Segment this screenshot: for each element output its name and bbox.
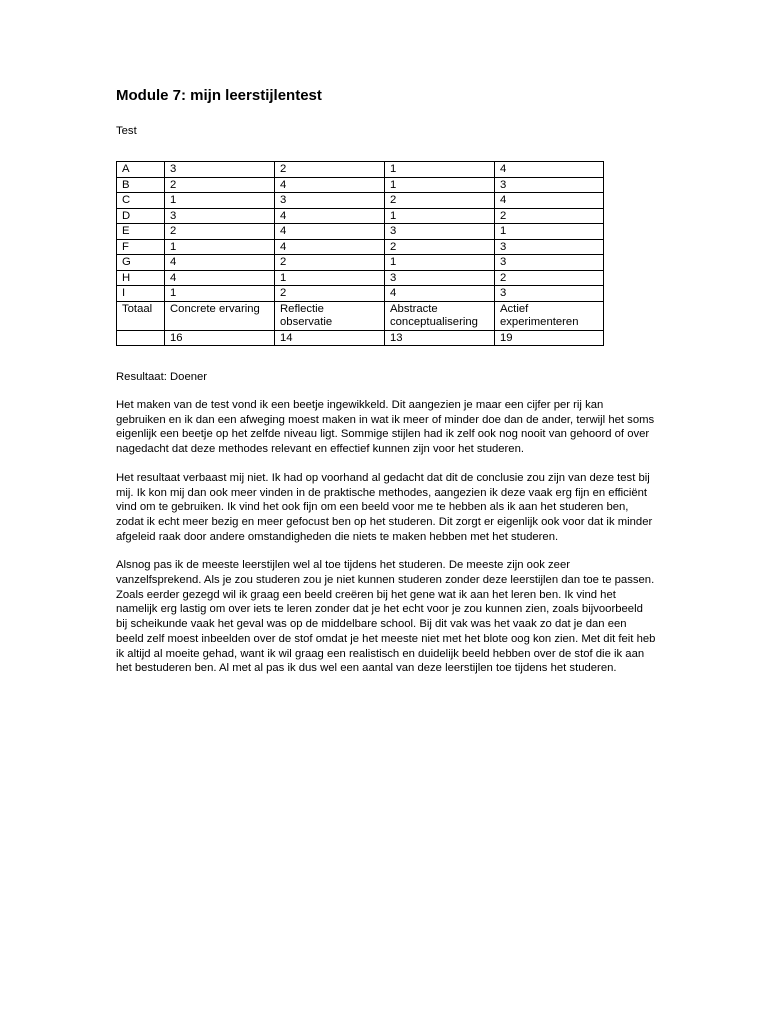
table-row-totals-header: [117, 301, 604, 330]
table-cell: 19: [495, 330, 604, 346]
table-cell: 3: [385, 224, 495, 240]
table-row: [117, 208, 604, 224]
table-cell: H: [117, 270, 165, 286]
table-cell: 2: [275, 255, 385, 271]
table-cell: 2: [495, 270, 604, 286]
table-cell: 2: [385, 239, 495, 255]
table-cell: 1: [275, 270, 385, 286]
table-cell: Reflectie observatie: [275, 301, 385, 330]
table-body: [117, 162, 604, 346]
table-cell: I: [117, 286, 165, 302]
table-cell: 4: [275, 239, 385, 255]
table-cell: 1: [385, 255, 495, 271]
table-cell: 14: [275, 330, 385, 346]
table-row: [117, 224, 604, 240]
document-title: Module 7: mijn leerstijlentest: [116, 87, 322, 104]
table-cell: 4: [165, 255, 275, 271]
table-cell: 1: [385, 162, 495, 178]
table-cell: 4: [275, 177, 385, 193]
table-cell: 13: [385, 330, 495, 346]
table-row: [117, 239, 604, 255]
table-cell: F: [117, 239, 165, 255]
table-cell: 3: [385, 270, 495, 286]
table-cell: Concrete ervaring: [165, 301, 275, 330]
table-cell: 4: [165, 270, 275, 286]
table-cell: C: [117, 193, 165, 209]
table-cell: 2: [495, 208, 604, 224]
table-cell: 3: [495, 255, 604, 271]
table-cell: 1: [165, 286, 275, 302]
table-row: [117, 177, 604, 193]
table-cell: 1: [385, 177, 495, 193]
table-cell: 1: [495, 224, 604, 240]
paragraph: Het maken van de test vond ik een beetje ingewikkeld. Dit aangezien je maar een cijfer per rij kan gebruiken en ik dan een afweging moest maken in wat ik meer of minder doe dan de ander, terwijl het soms eigenlijk een beetje op het zelfde niveau ligt. Sommige stijlen had ik zelf ook nog nooit van gehoord of over nagedacht dat deze methodes relevant en effectief kunnen zijn voor het studeren.: [116, 399, 655, 456]
table-row: [117, 286, 604, 302]
table-cell: [117, 330, 165, 346]
table-cell: 3: [495, 177, 604, 193]
table-cell: 1: [385, 208, 495, 224]
table-cell: G: [117, 255, 165, 271]
document-page: [116, 87, 656, 676]
paragraph: Het resultaat verbaast mij niet. Ik had op voorhand al gedacht dat dit de conclusie zou zijn van deze test bij mij. Ik kon mij dan ook meer vinden in de praktische methodes, aangezien ik deze vaak erg fijn en efficiënt vind om te gebruiken. Ik vind het ook fijn om een beeld voor me te hebben als ik aan het studeren ben, zodat ik echt meer bezig en meer gefocust ben op het studeren. Dit zorgt er eigenlijk ook voor dat ik minder afgeleid raak door andere omstandigheden die niets te maken hebben met het studeren.: [116, 471, 653, 543]
table-cell: 2: [165, 177, 275, 193]
table-row: [117, 162, 604, 178]
paragraph: Alsnog pas ik de meeste leerstijlen wel al toe tijdens het studeren. De meeste zijn ook zeer vanzelfsprekend. Als je zou studeren zou je niet kunnen studeren zonder deze leerstijlen dan toe te passen. Zoals eerder gezegd wil ik graag een beeld creëren bij het gene wat ik aan het leren ben. Ik vind het namelijk erg lastig om over iets te leren zonder dat je het echt voor je zou kunnen zien, zoals bijvoorbeeld bij scheikunde vaak het geval was op de middelbare school. Bij dit vak was het vaak zo dat je dan een beeld zelf moest inbeelden over de stof omdat je het meeste niet met het blote oog kon zien. Met dit feit heb ik altijd al moeite gehad, want ik wil graag een realistisch en duidelijk beeld hebben over de stof die ik aan het bestuderen ben. Al met al pas ik dus wel een aantal van deze leerstijlen toe tijdens het studeren.: [116, 559, 656, 675]
table-cell: Actief experimenteren: [495, 301, 604, 330]
table-cell: 1: [165, 193, 275, 209]
table-cell: 3: [495, 239, 604, 255]
table-cell: Abstracte conceptualisering: [385, 301, 495, 330]
table-row: [117, 255, 604, 271]
table-cell: Totaal: [117, 301, 165, 330]
table-cell: D: [117, 208, 165, 224]
table-cell: 4: [495, 193, 604, 209]
table-cell: 4: [385, 286, 495, 302]
table-row-totals: [117, 330, 604, 346]
table-row: [117, 193, 604, 209]
table-cell: 4: [495, 162, 604, 178]
table-cell: 1: [165, 239, 275, 255]
table-cell: 4: [275, 224, 385, 240]
table-cell: 3: [165, 162, 275, 178]
document-subtitle: Test: [116, 125, 137, 137]
table-cell: 3: [495, 286, 604, 302]
table-cell: 4: [275, 208, 385, 224]
table-cell: E: [117, 224, 165, 240]
table-cell: 2: [275, 286, 385, 302]
learning-styles-table: [116, 161, 604, 346]
table-cell: 2: [165, 224, 275, 240]
table-cell: 2: [385, 193, 495, 209]
table-cell: B: [117, 177, 165, 193]
result-line: Resultaat: Doener: [116, 371, 208, 383]
table-row: [117, 270, 604, 286]
table-cell: 3: [165, 208, 275, 224]
table-cell: 2: [275, 162, 385, 178]
table-cell: A: [117, 162, 165, 178]
table-cell: 3: [275, 193, 385, 209]
table-cell: 16: [165, 330, 275, 346]
